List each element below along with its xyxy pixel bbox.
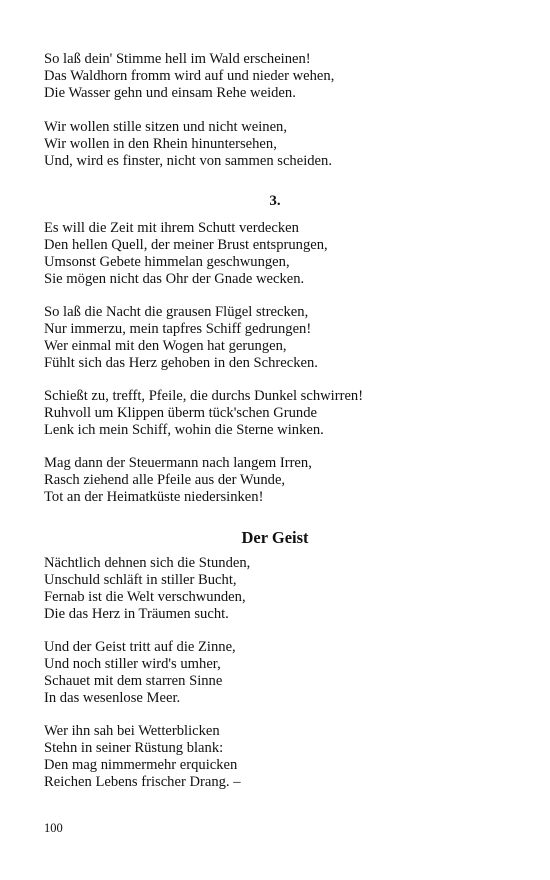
verse-line: Es will die Zeit mit ihrem Schutt verdecken [44,220,299,236]
verse-line: So laß dein' Stimme hell im Wald erscheinen! [44,51,311,67]
verse-line: Tot an der Heimatküste niedersinken! [44,489,264,505]
stanza [44,304,514,372]
stanza [44,723,514,791]
verse-line: Reichen Lebens frischer Drang. – [44,774,241,790]
stanza [44,119,514,170]
stanza [44,388,514,439]
verse-line: Wer ihn sah bei Wetterblicken [44,723,220,739]
verse-line: Mag dann der Steuermann nach langem Irren, [44,455,312,471]
verse-line: Die Wasser gehn und einsam Rehe weiden. [44,85,296,101]
verse-line: Rasch ziehend alle Pfeile aus der Wunde, [44,472,286,488]
verse-line: Unschuld schläft in stiller Bucht, [44,572,237,588]
verse-line: Und noch stiller wird's umher, [44,656,221,672]
verse-line: Fernab ist die Welt verschwunden, [44,589,246,605]
verse-line: Nächtlich dehnen sich die Stunden, [44,555,251,571]
verse-line: Und der Geist tritt auf die Zinne, [44,639,236,655]
verse-line: Schießt zu, trefft, Pfeile, die durchs Dunkel schwirren! [44,388,364,404]
page-number: 100 [44,821,63,835]
verse-line: Umsonst Gebete himmelan geschwungen, [44,254,290,270]
stanza [44,639,514,707]
verse-line: Stehn in seiner Rüstung blank: [44,740,224,756]
stanza [44,220,514,288]
verse-line: Den mag nimmermehr erquicken [44,757,238,773]
verse-line: Ruhvoll um Klippen überm tück'schen Grunde [44,405,317,421]
verse-line: Den hellen Quell, der meiner Brust entsprungen, [44,237,328,253]
verse-line: Und, wird es finster, nicht von sammen scheiden. [44,153,332,169]
verse-line: Wir wollen in den Rhein hinuntersehen, [44,136,277,152]
verse-line: Nur immerzu, mein tapfres Schiff gedrungen! [44,321,312,337]
verse-line: Sie mögen nicht das Ohr der Gnade wecken. [44,271,305,287]
poem-title: Der Geist [241,528,309,547]
verse-line: Die das Herz in Träumen sucht. [44,606,229,622]
verse-line: Fühlt sich das Herz gehoben in den Schrecken. [44,355,318,371]
verse-line: So laß die Nacht die grausen Flügel strecken, [44,304,309,320]
verse-line: Lenk ich mein Schiff, wohin die Sterne winken. [44,422,324,438]
stanza [44,455,514,506]
verse-line: Das Waldhorn fromm wird auf und nieder wehen, [44,68,335,84]
verse-line: Wer einmal mit den Wogen hat gerungen, [44,338,287,354]
verse-line: Schauet mit dem starren Sinne [44,673,223,689]
verse-line: Wir wollen stille sitzen und nicht weinen, [44,119,287,135]
stanza [44,51,514,102]
section-number: 3. [269,193,281,209]
stanza [44,555,514,623]
verse-line: In das wesenlose Meer. [44,690,181,706]
